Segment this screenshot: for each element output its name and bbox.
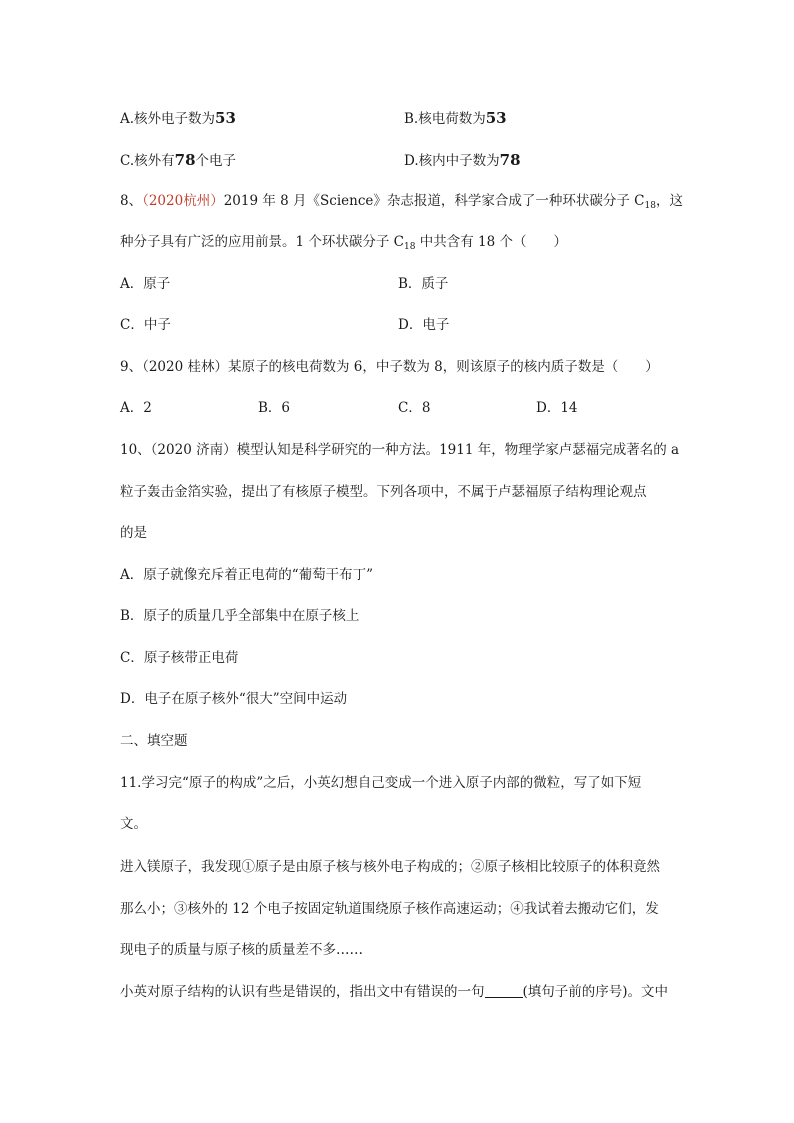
q7-option-a-number: 53: [215, 109, 236, 127]
q10-option-d: D．电子在原子核外“很大”空间中运动: [120, 691, 348, 707]
q8-stem-text-1: 2019 年 8 月《Science》杂志报道，科学家合成了一种环状碳分子 C: [223, 193, 645, 209]
q10-stem-line-3: 的是: [120, 525, 147, 541]
q7-option-d-text: D.核内中子数为: [404, 153, 500, 169]
q11-stem-line-2: 文。: [120, 816, 147, 832]
q11-passage-line-1: 进入镁原子，我发现①原子是由原子核与核外电子构成的；②原子核相比较原子的体积竟然: [120, 859, 660, 875]
q7-option-c: [120, 150, 236, 171]
q11-passage-line-3: 现电子的质量与原子核的质量差不多……: [120, 942, 363, 958]
q10-option-b: B．原子的质量几乎全部集中在原子核上: [120, 608, 360, 624]
q8-number: 8、: [120, 193, 143, 209]
q7-option-a-text: A.核外电子数为: [120, 111, 216, 127]
q11-question-line: [120, 982, 668, 1002]
q8-stem-line-1: [120, 191, 683, 216]
q7-option-c-suffix: 个电子: [195, 153, 237, 169]
q8-subscript-2: 18: [404, 242, 416, 252]
q7-option-d: [404, 150, 521, 171]
q9-option-c: C．8: [398, 400, 431, 416]
q10-stem-line-2: 粒子轰击金箔实验，提出了有核原子模型。下列各项中，不属于卢瑟福原子结构理论观点: [120, 484, 647, 500]
q8-stem-end-1: ，这: [655, 193, 683, 209]
q7-option-b-number: 53: [485, 109, 507, 127]
q11-question-suffix: (填句子前的序号)。文中: [522, 984, 669, 1000]
answer-blank[interactable]: [485, 983, 523, 998]
q11-stem-line-1: 11.学习完“原子的构成”之后，小英幻想自己变成一个进入原子内部的微粒，写了如下短: [120, 775, 642, 791]
q8-stem-line-2: [120, 232, 567, 257]
q8-option-d: D．电子: [398, 317, 450, 333]
q10-stem-line-1: 10、（2020 济南）模型认知是科学研究的一种方法。1911 年，物理学家卢瑟福完成著名的 a: [120, 442, 680, 458]
q7-option-b: [404, 108, 507, 129]
q9-option-a: A．2: [120, 400, 152, 416]
q8-source: （2020杭州）: [142, 193, 224, 209]
q11-question-text: 小英对原子结构的认识有些是错误的，指出文中有错误的一句: [120, 984, 485, 1000]
q8-option-a: A．原子: [120, 276, 171, 292]
q9-option-b: B．6: [258, 400, 291, 416]
q9-stem: 9、（2020 桂林）某原子的核电荷数为 6，中子数为 8，则该原子的核内质子数是（ ）: [120, 359, 659, 375]
q7-option-c-text: C.核外有: [120, 153, 175, 169]
q7-option-d-number: 78: [499, 151, 521, 169]
q11-passage-line-2: 那么小；③核外的 12 个电子按固定轨道围绕原子核作高速运动；④我试着去搬动它们，发: [120, 901, 659, 917]
q8-stem-text-2: 种分子具有广泛的应用前景。1 个环状碳分子 C: [120, 234, 405, 250]
q9-option-d: D．14: [536, 400, 578, 416]
q7-option-c-number: 78: [174, 151, 196, 169]
q7-option-a: [120, 108, 236, 129]
q10-option-c: C．原子核带正电荷: [120, 650, 239, 666]
q8-subscript-1: 18: [644, 201, 656, 211]
q10-option-a: A．原子就像充斥着正电荷的“葡萄干布丁”: [120, 567, 374, 583]
q8-option-c: C．中子: [120, 317, 171, 333]
q8-stem-end-2: 中共含有 18 个（ ）: [415, 234, 568, 250]
section-heading: 二、填空题: [120, 733, 188, 749]
q8-option-b: B．质子: [398, 276, 449, 292]
q7-option-b-text: B.核电荷数为: [404, 111, 486, 127]
